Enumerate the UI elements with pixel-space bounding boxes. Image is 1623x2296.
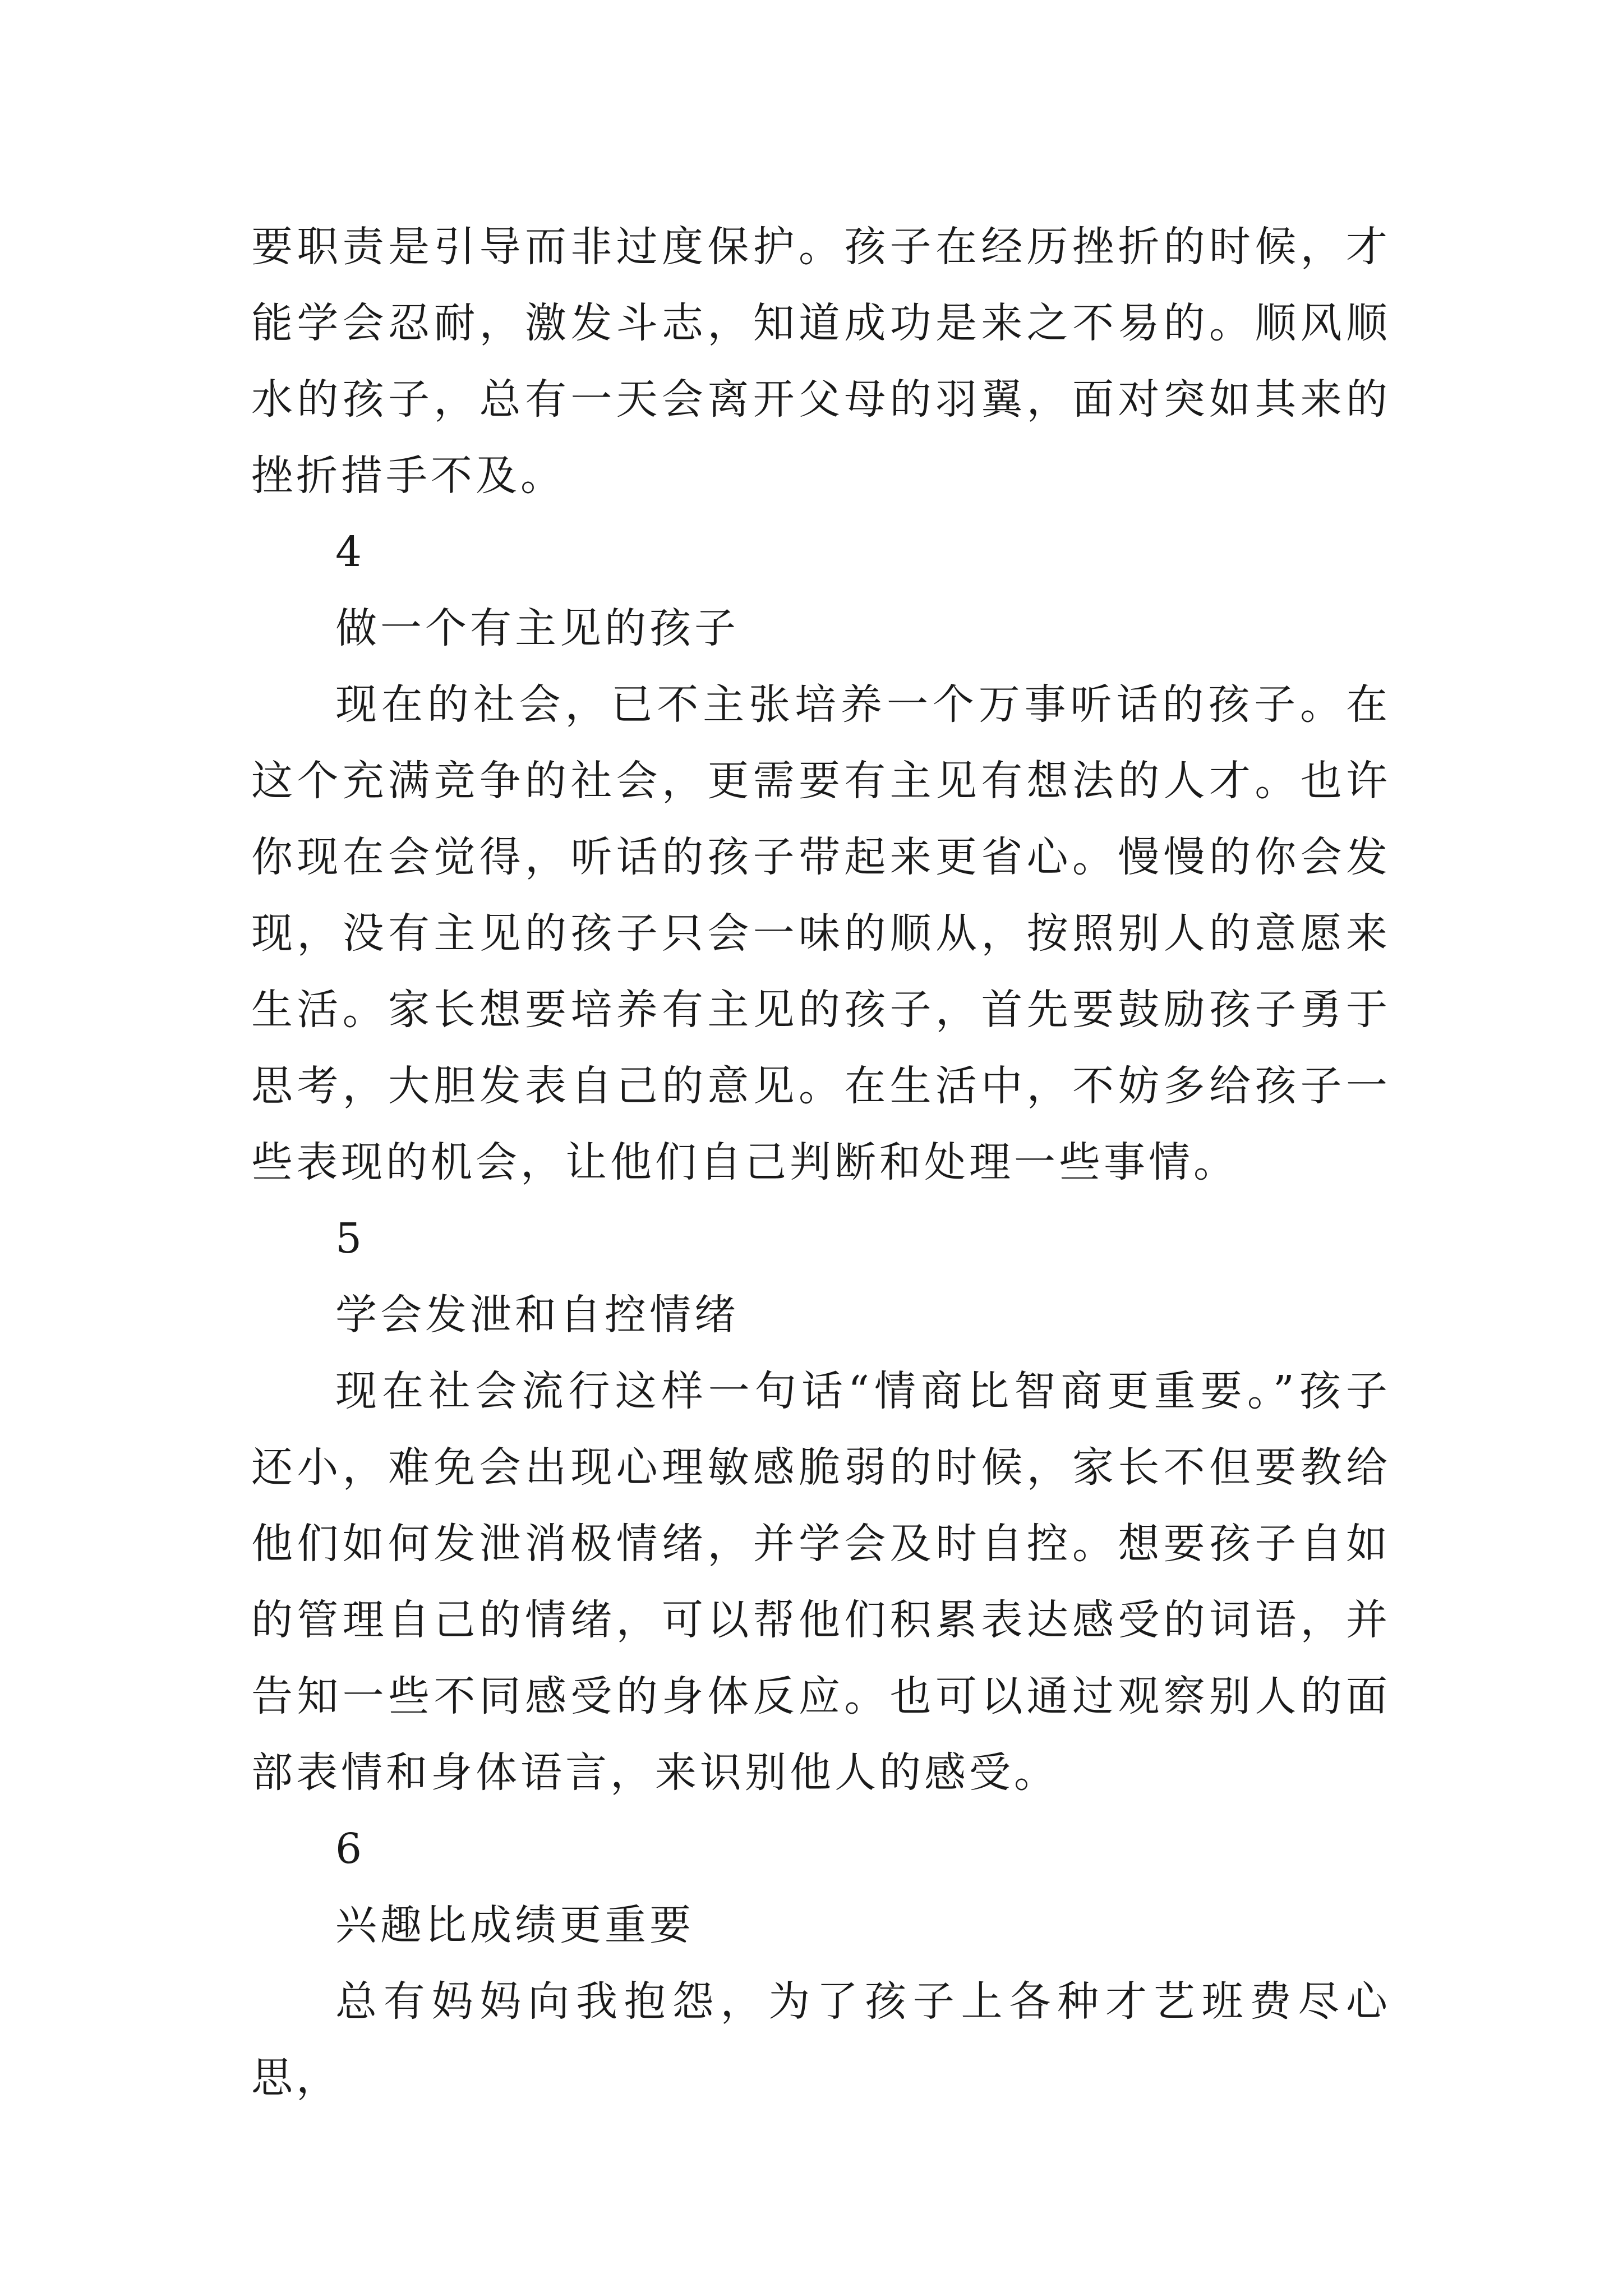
paragraph-section-4: 现在的社会，已不主张培养一个万事听话的孩子。在这个充满竞争的社会，更需要有主见有想法的人才。也许你现在会觉得，听话的孩子带起来更省心。慢慢的你会发现，没有主见的孩子只会一味的顺从，按照别人的意愿来生活。家长想要培养有主见的孩子，首先要鼓励孩子勇于思考，大胆发表自己的意见。在生活中，不妨多给孩子一些表现的机会，让他们自己判断和处理一些事情。: [251, 680, 1391, 1186]
section-heading-6: 兴趣比成绩更重要: [335, 1901, 694, 1949]
paragraph-section-6: 总有妈妈向我抱怨，为了孩子上各种才艺班费尽心思，: [251, 1977, 1391, 2102]
section-heading-5: 学会发泄和自控情绪: [335, 1291, 739, 1339]
document-body: [251, 209, 1391, 2116]
section-number-5: 5: [335, 1214, 366, 1263]
section-number-4: 4: [335, 528, 366, 576]
paragraph-continued: 要职责是引导而非过度保护。孩子在经历挫折的时候，才能学会忍耐，激发斗志，知道成功是来之不易的。顺风顺水的孩子，总有一天会离开父母的羽翼，面对突如其来的挫折措手不及。: [251, 223, 1391, 500]
section-number-6: 6: [335, 1825, 366, 1873]
paragraph-section-5: 现在社会流行这样一句话“情商比智商更重要。”孩子还小，难免会出现心理敏感脆弱的时候，家长不但要教给他们如何发泄消极情绪，并学会及时自控。想要孩子自如的管理自己的情绪，可以帮他们积累表达感受的词语，并告知一些不同感受的身体反应。也可以通过观察别人的面部表情和身体语言，来识别他人的感受。: [251, 1367, 1391, 1797]
section-heading-4: 做一个有主见的孩子: [335, 604, 739, 652]
